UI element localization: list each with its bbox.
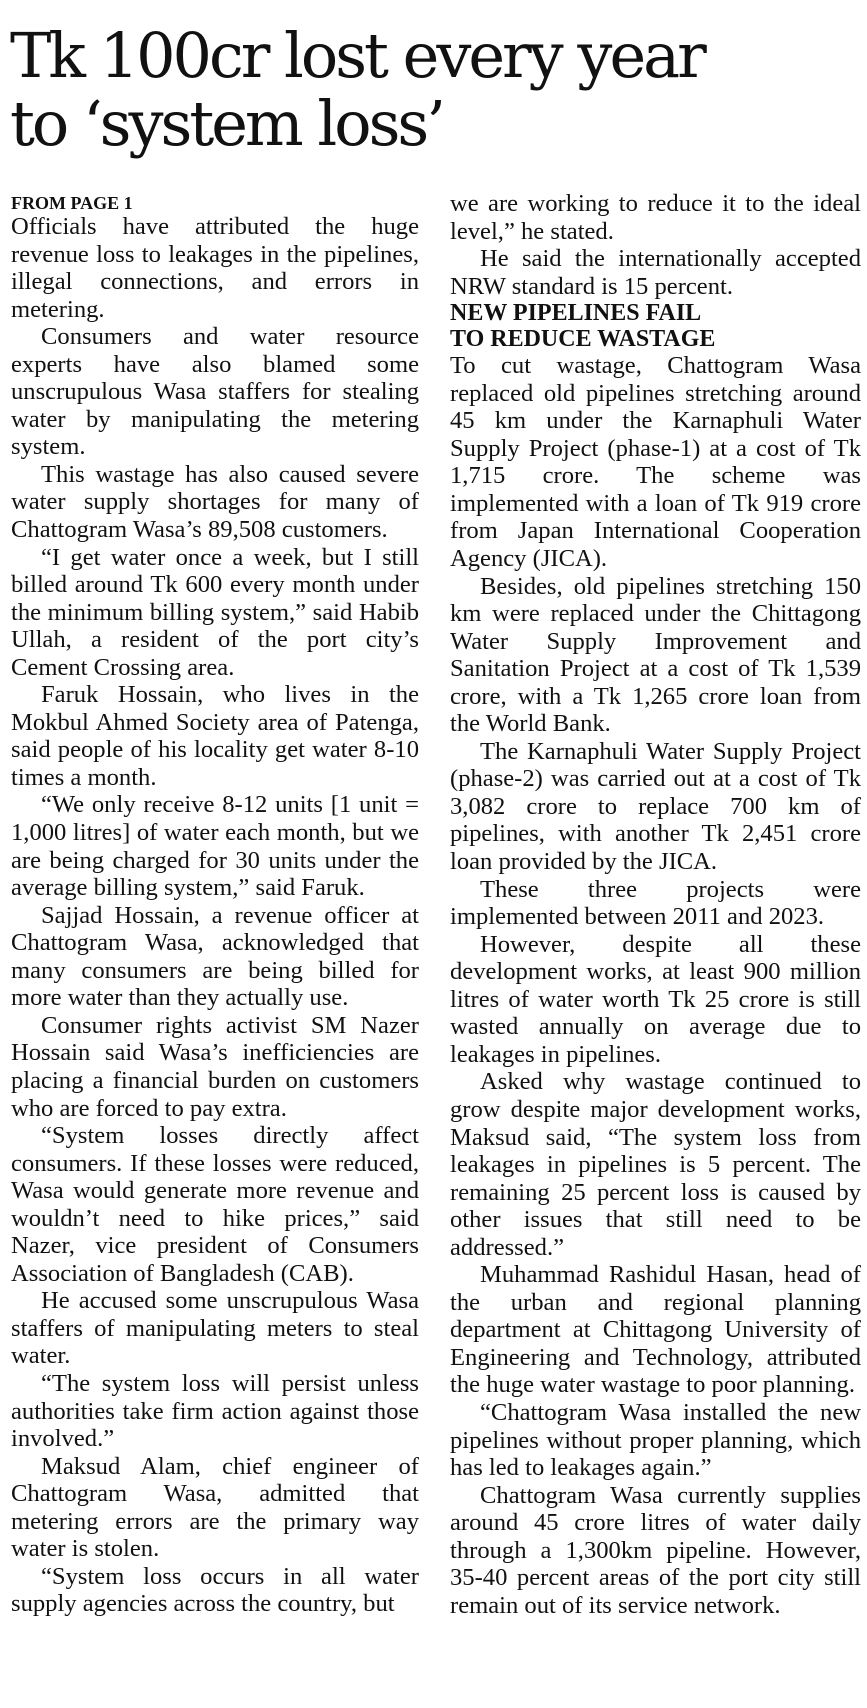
paragraph: This wastage has also caused severe water supply shortages for many of Chattogram Wasa’s 89,508 customers. [11,460,419,544]
paragraph: “I get water once a week, but I still billed around Tk 600 every month under the minimum billing system,” said Habib Ullah, a resident of the port city’s Cement Crossing area. [11,543,419,681]
paragraph: “Chattogram Wasa installed the new pipelines without proper planning, which has led to leakages again.” [450,1398,861,1482]
paragraph: These three projects were implemented between 2011 and 2023. [450,875,861,931]
paragraph: “We only receive 8-12 units [1 unit = 1,000 litres] of water each month, but we are being charged for 30 units under the average billing system,” said Faruk. [11,791,419,902]
paragraph: Besides, old pipelines stretching 150 km were replaced under the Chittagong Water Supply Improvement and Sanitation Project at a cost of Tk 1,539 crore, with a Tk 1,265 crore loan from the World Bank. [450,572,861,738]
paragraph: Faruk Hossain, who lives in the Mokbul Ahmed Society area of Patenga, said people of his locality get water 8-10 times a month. [11,681,419,791]
subheading-line-1: NEW PIPELINES FAIL [450,300,702,327]
paragraph: The Karnaphuli Water Supply Project (phase-2) was carried out at a cost of Tk 3,082 crore to replace 700 km of pipelines, with another Tk 2,451 crore loan provided by the JICA. [450,737,861,876]
paragraph: “System loss occurs in all water supply agencies across the country, but [11,1562,419,1618]
paragraph: He accused some unscrupulous Wasa staffers of manipulating meters to steal water. [11,1287,419,1370]
paragraph: He said the internationally accepted NRW standard is 15 percent. [450,245,861,300]
paragraph: Consumer rights activist SM Nazer Hossain said Wasa’s inefficiencies are placing a financial burden on customers who are forced to pay extra. [11,1011,419,1122]
left-column [11,193,419,1618]
paragraph-continued: we are working to reduce it to the ideal level,” he stated. [450,190,861,245]
paragraph: Chattogram Wasa currently supplies around 45 crore litres of water daily through a 1,300km pipeline. However, 35-40 percent areas of the port city still remain out of its service network. [450,1481,861,1619]
subheading [450,300,861,352]
paragraph: Sajjad Hossain, a revenue officer at Chattogram Wasa, acknowledged that many consumers are being billed for more water than they actually use. [11,901,419,1012]
subheading-line-2: TO REDUCE WASTAGE [450,326,716,353]
kicker-from-page-1: FROM PAGE 1 [11,193,133,213]
paragraph: Muhammad Rashidul Hasan, head of the urban and regional planning department at Chittagong University of Engineering and Technology, attributed the huge water wastage to poor planning. [450,1261,861,1399]
headline-line-2: to ‘system loss’ [10,87,443,160]
paragraph: Consumers and water resource experts have also blamed some unscrupulous Wasa staffers for stealing water by manipulating the metering system. [11,323,419,461]
paragraph: Maksud Alam, chief engineer of Chattogram Wasa, admitted that metering errors are the primary way water is stolen. [11,1452,419,1563]
paragraph: “System losses directly affect consumers. If these losses were reduced, Wasa would generate more revenue and wouldn’t need to hike prices,” said Nazer, vice president of Consumers Association of Bangladesh (CAB). [11,1122,419,1287]
paragraph: However, despite all these development works, at least 900 million litres of water worth Tk 25 crore is still wasted annually on average due to leakages in pipelines. [450,930,861,1068]
paragraph: “The system loss will persist unless authorities take firm action against those involved.” [11,1369,419,1453]
headline [10,19,860,160]
headline-line-1: Tk 100cr lost every year [10,19,704,92]
paragraph: Asked why wastage continued to grow despite major development works, Maksud said, “The system loss from leakages in pipelines is 5 percent. The remaining 25 percent loss is caused by other issues that still need to be addressed.” [450,1068,861,1261]
paragraph: To cut wastage, Chattogram Wasa replaced old pipelines stretching around 45 km under the Karnaphuli Water Supply Project (phase-1) at a cost of Tk 1,715 crore. The scheme was implemented with a loan of Tk 919 crore from Japan International Cooperation Agency (JICA). [450,352,861,573]
right-column [450,190,861,1619]
paragraph: Officials have attributed the huge revenue loss to leakages in the pipelines, illegal connections, and errors in metering. [11,213,419,323]
